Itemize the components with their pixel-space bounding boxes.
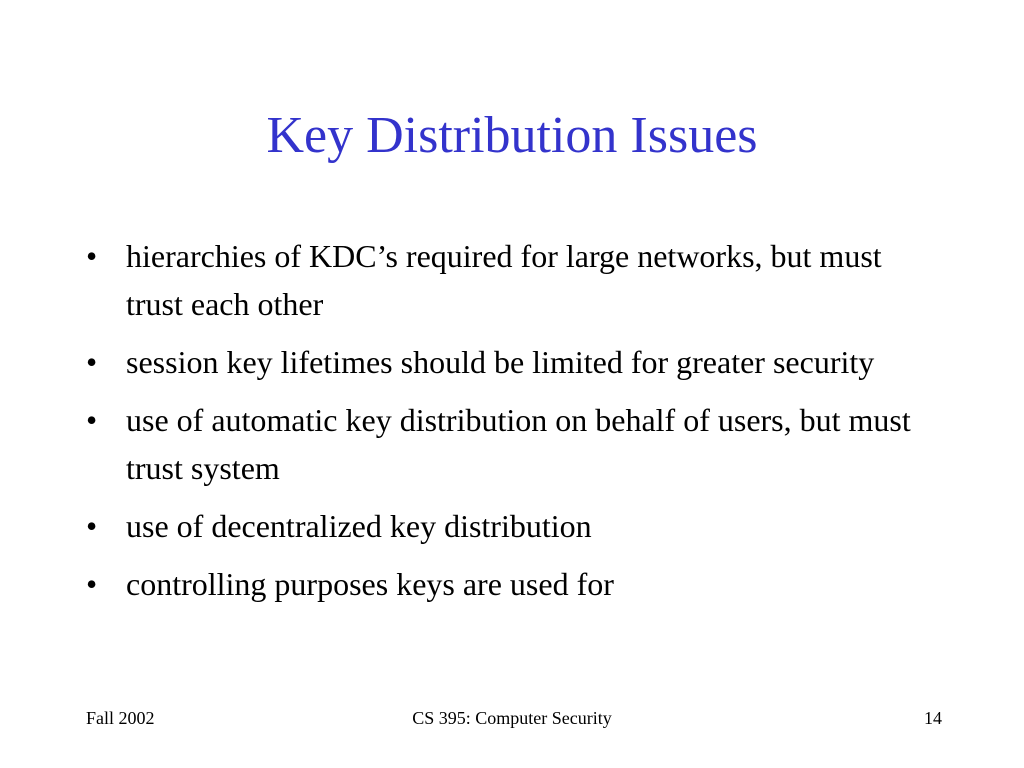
bullet-text: use of decentralized key distribution <box>126 508 592 544</box>
footer-date: Fall 2002 <box>86 708 155 728</box>
bullet-icon: • <box>86 566 98 602</box>
footer-page-number: 14 <box>924 708 942 728</box>
bullet-icon: • <box>86 508 98 544</box>
slide-title: Key Distribution Issues <box>266 107 758 164</box>
bullet-text: hierarchies of KDC’s required for large networks, but must trust each other <box>126 238 882 322</box>
bullet-item <box>86 560 946 608</box>
bullet-text: controlling purposes keys are used for <box>126 566 614 602</box>
bullet-icon: • <box>86 344 98 380</box>
bullet-item <box>86 502 946 550</box>
bullet-item <box>86 232 946 328</box>
footer-course: CS 395: Computer Security <box>412 708 612 728</box>
bullet-item <box>86 338 946 386</box>
bullet-item <box>86 396 946 492</box>
bullet-text: session key lifetimes should be limited for greater security <box>126 344 875 380</box>
bullet-list <box>86 232 946 618</box>
bullet-icon: • <box>86 238 98 274</box>
bullet-icon: • <box>86 402 98 438</box>
bullet-text: use of automatic key distribution on behalf of users, but must trust system <box>126 402 911 486</box>
